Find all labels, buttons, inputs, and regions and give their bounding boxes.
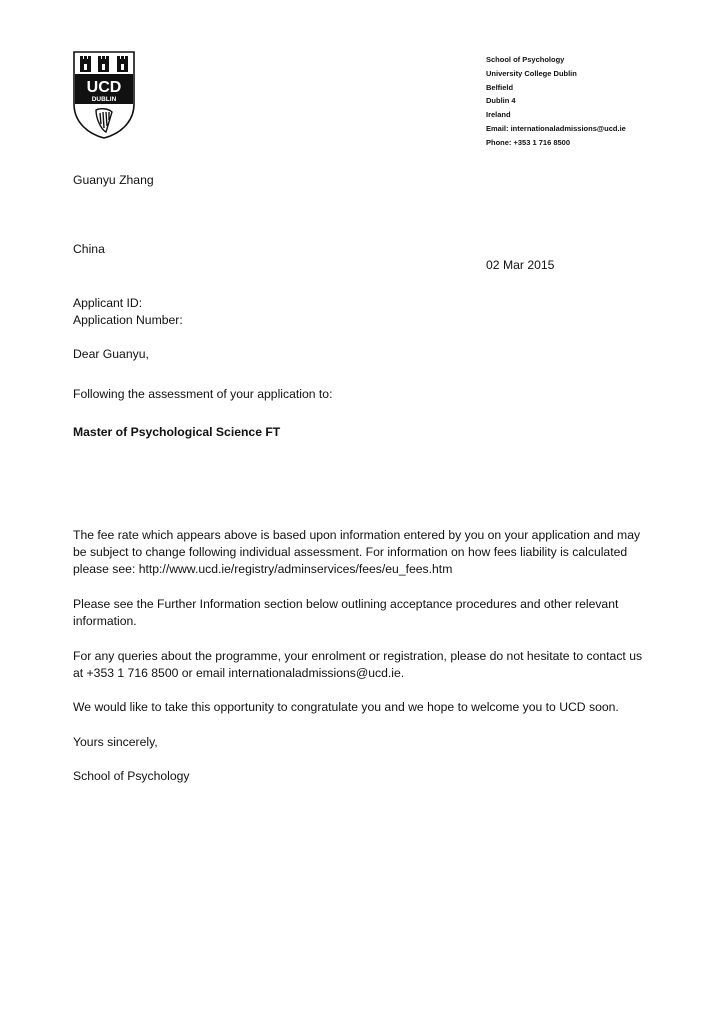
programme-title: Master of Psychological Science FT [73,425,281,439]
address-line: Ireland [486,110,511,120]
fees-paragraph: The fee rate which appears above is based upon information entered by you on your application and may be subject to change following individual assessment. For information on how fees liability is calculated please see: http://www.ucd.ie/registry/adminservices/fees/eu_fees.htm [73,528,641,576]
signature: School of Psychology [73,769,190,783]
svg-text:UCD: UCD [86,79,122,96]
address-line-phone: Phone: +353 1 716 8500 [486,137,571,147]
address-line: School of Psychology [486,55,565,64]
recipient-country: China [73,242,105,256]
applicant-id-label: Applicant ID: [73,296,143,310]
address-line-email: Email: internationaladmissions@ucd.ie [486,123,626,133]
sender-address [486,53,626,150]
congratulations-paragraph: We would like to take this opportunity to congratulate you and we hope to welcome you to UCD soon. [73,700,619,714]
letter-date: 02 Mar 2015 [486,258,555,272]
salutation: Dear Guanyu, [73,347,149,361]
further-info-paragraph: Please see the Further Information section below outlining acceptance procedures and other relevant information. [73,597,619,628]
recipient-name: Guanyu Zhang [73,173,154,187]
application-number-label: Application Number: [73,313,183,327]
ucd-crest-logo [72,50,136,140]
queries-paragraph: For any queries about the programme, your enrolment or registration, please do not hesitate to contact us at +353 1 716 8500 or email internationaladmissions@ucd.ie. [73,649,643,680]
svg-text:DUBLIN: DUBLIN [91,96,117,103]
address-line: University College Dublin [486,68,577,78]
intro-text: Following the assessment of your application to: [73,387,333,401]
closing: Yours sincerely, [73,735,158,749]
address-line: Belfield [486,82,514,92]
address-line: Dublin 4 [486,96,516,106]
